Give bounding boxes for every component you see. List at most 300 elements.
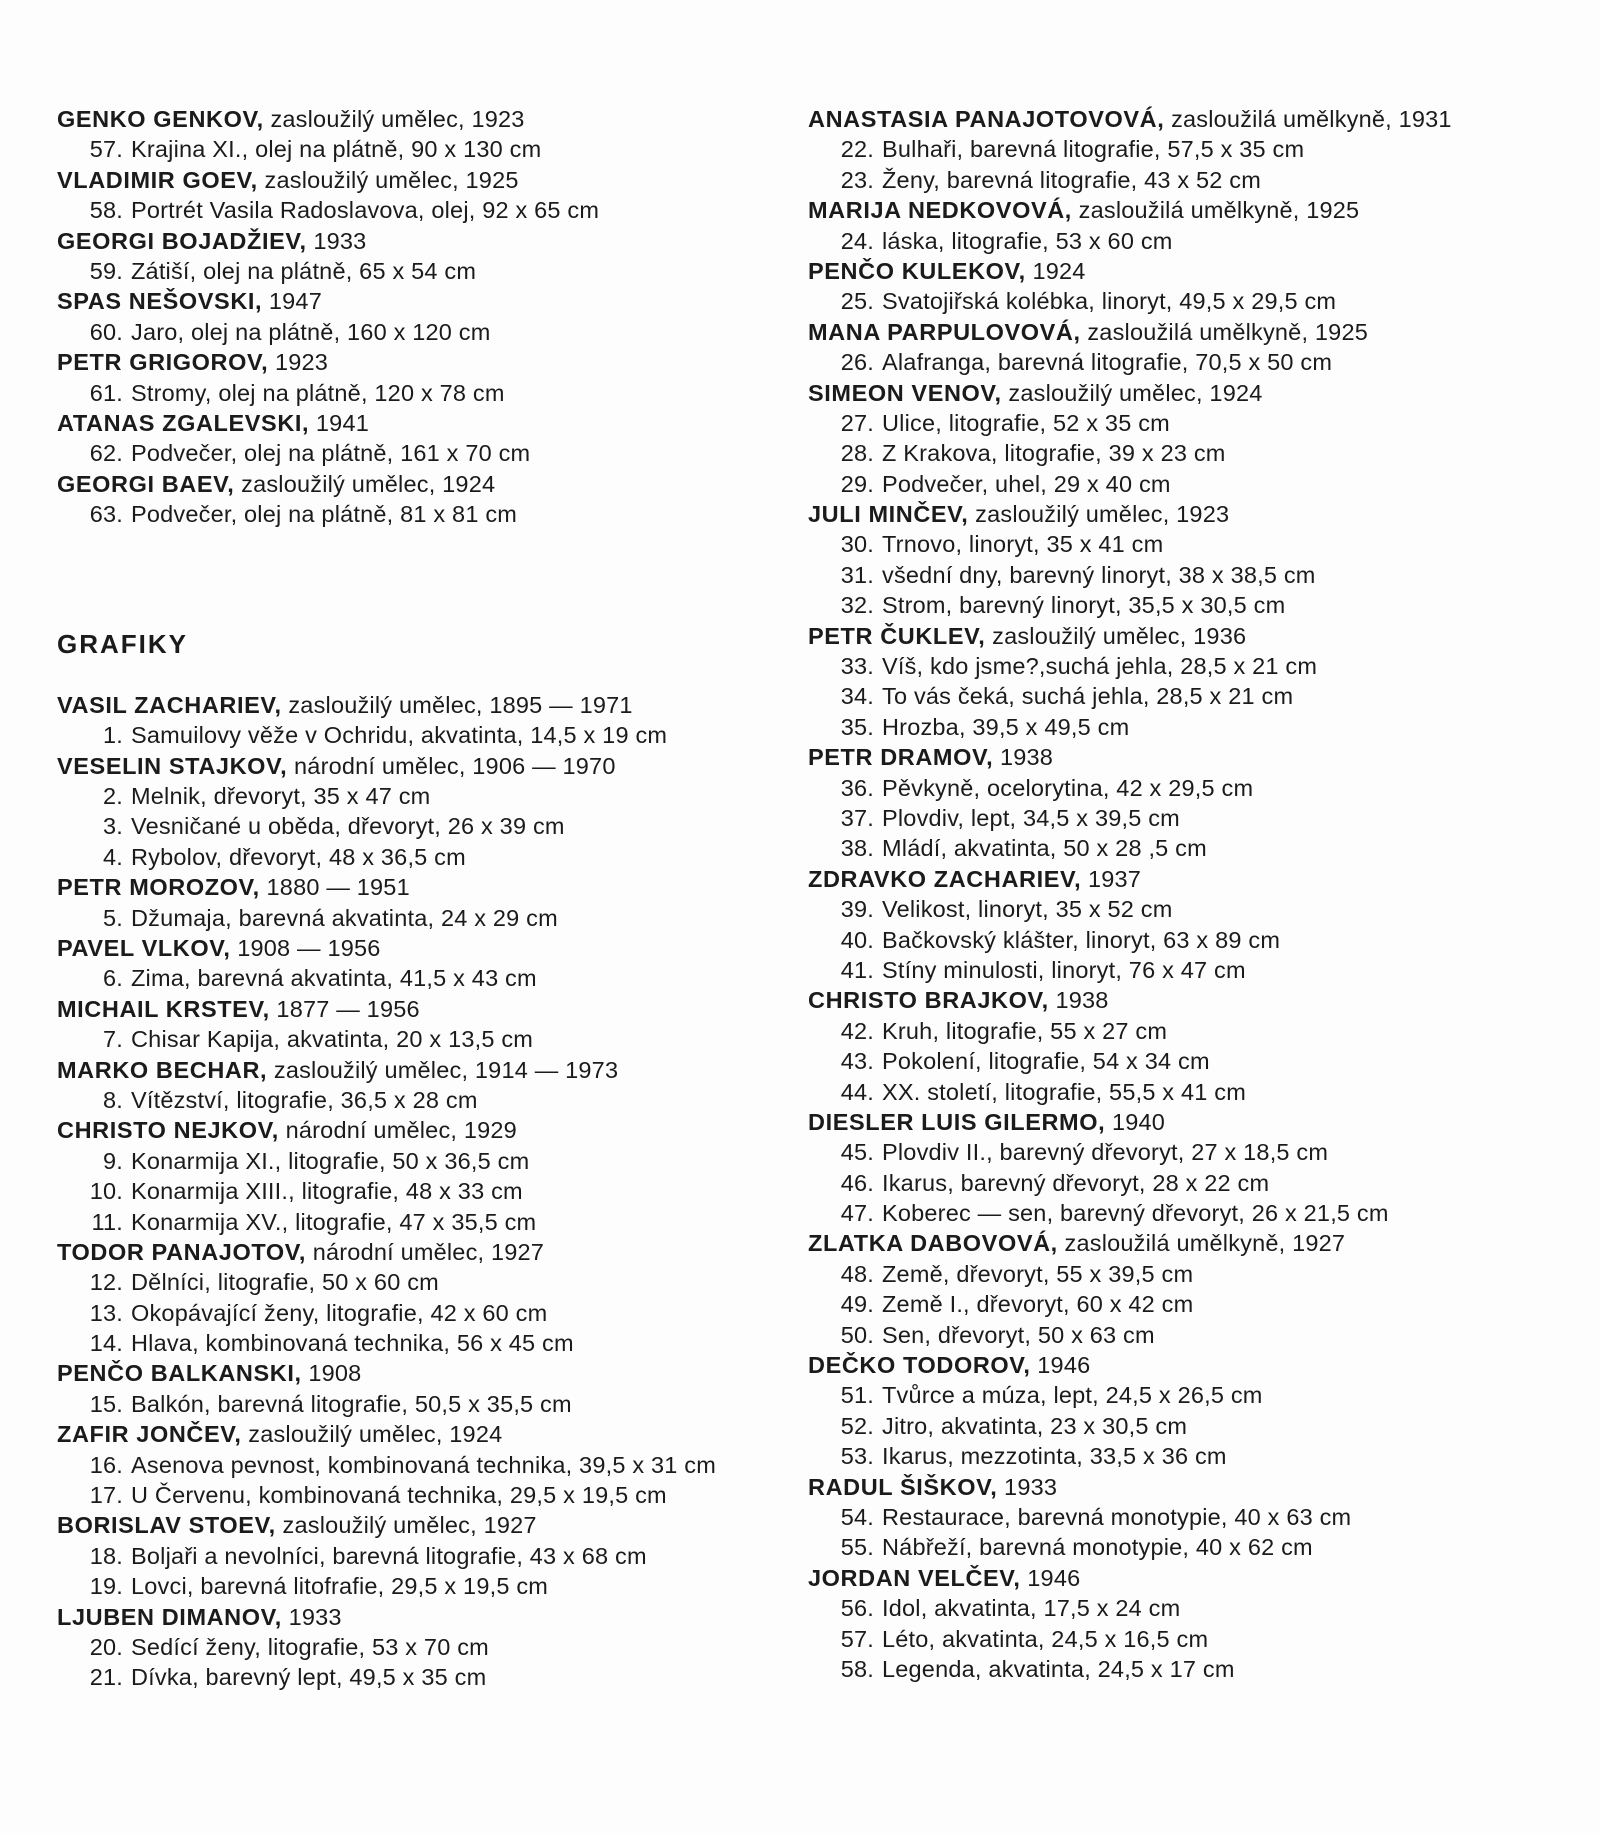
artist-name: GEORGI BAEV, [57,470,235,497]
work-number: 3. [103,813,123,840]
artist-heading [808,317,1568,347]
work-entry [57,499,777,529]
work-entry [808,1259,1568,1289]
work-number: 35. [840,713,874,740]
work-description: Ikarus, barevný dřevoryt, 28 x 22 cm [882,1169,1270,1196]
work-description: Lovci, barevná litofrafie, 29,5 x 19,5 cm [131,1573,549,1600]
artist-meta: zasloužilý umělec, 1923 [263,106,525,132]
artist-heading [57,165,777,195]
work-entry [57,1207,777,1237]
artist-heading [57,933,777,963]
artist-name: ANASTASIA PANAJOTOVOVÁ, [808,106,1165,132]
work-number: 47. [840,1200,874,1227]
artist-name: PETR MOROZOV, [57,874,260,901]
artist-meta: zasloužilá umělkyně, 1927 [1057,1230,1346,1257]
work-entry [808,1289,1568,1319]
work-entry [808,712,1568,742]
work-description: Tvůrce a múza, lept, 24,5 x 26,5 cm [882,1382,1263,1409]
work-entry [808,833,1568,863]
artist-heading [57,1055,777,1085]
work-entry [808,1016,1568,1046]
work-number: 18. [89,1542,123,1569]
section-title-grafiky: GRAFIKY [57,629,188,660]
artist-heading [808,499,1568,529]
artist-heading [808,864,1568,894]
artist-heading [57,1510,777,1540]
work-description: Hlava, kombinovaná technika, 56 x 45 cm [131,1330,574,1357]
work-entry [808,226,1568,256]
artist-name: MANA PARPULOVOVÁ, [808,318,1081,345]
work-number: 55. [840,1534,874,1561]
work-number: 28. [840,440,874,467]
work-description: Dělníci, litografie, 50 x 60 cm [131,1269,439,1296]
work-entry [808,1168,1568,1198]
work-description: Restaurace, barevná monotypie, 40 x 63 cm [882,1503,1352,1530]
artist-meta: 1938 [993,744,1054,771]
artist-meta: 1938 [1048,987,1109,1014]
work-entry [808,681,1568,711]
work-number: 46. [840,1169,874,1196]
artist-meta: 1940 [1105,1108,1166,1135]
artist-heading [808,1350,1568,1380]
work-number: 5. [103,904,123,931]
work-number: 19. [89,1573,123,1600]
work-description: Svatojiřská kolébka, linoryt, 49,5 x 29,5 cm [882,288,1337,315]
right-column [808,104,1568,1684]
work-entry [808,894,1568,924]
work-number: 61. [89,379,123,406]
work-description: To vás čeká, suchá jehla, 28,5 x 21 cm [882,683,1294,710]
artist-meta: zasloužilý umělec, 1895 — 1971 [281,691,633,718]
work-description: Samuilovy věže v Ochridu, akvatinta, 14,5 x 19 cm [131,722,668,749]
work-number: 42. [840,1017,874,1044]
work-entry [808,925,1568,955]
artist-name: GENKO GENKOV, [57,106,264,132]
work-entry [57,1541,777,1571]
work-entry [808,1441,1568,1471]
artist-meta: 1908 [301,1360,362,1387]
work-number: 41. [840,956,874,983]
work-entry [808,1624,1568,1654]
work-description: Nábřeží, barevná monotypie, 40 x 62 cm [882,1534,1313,1561]
artist-name: MICHAIL KRSTEV, [57,995,270,1022]
artist-heading [57,286,777,316]
work-description: Alafranga, barevná litografie, 70,5 x 50 cm [882,349,1333,376]
artist-heading [57,104,777,134]
work-number: 17. [89,1482,123,1509]
work-number: 16. [89,1451,123,1478]
work-description: Krajina XI., olej na plátně, 90 x 130 cm [131,136,542,163]
artist-heading [57,1602,777,1632]
work-entry [808,773,1568,803]
work-number: 10. [89,1178,123,1205]
artist-meta: 1947 [262,288,322,315]
left-column [57,104,777,1693]
section-spacer [57,529,777,629]
work-number: 58. [840,1655,874,1682]
work-number: 37. [840,804,874,831]
artist-heading [808,104,1568,134]
work-number: 4. [103,843,123,870]
work-description: Konarmija XV., litografie, 47 x 35,5 cm [131,1208,537,1235]
work-number: 62. [89,440,123,467]
work-description: Jaro, olej na plátně, 160 x 120 cm [131,318,491,345]
work-entry [808,1046,1568,1076]
work-description: Z Krakova, litografie, 39 x 23 cm [882,440,1226,467]
artist-heading [808,1228,1568,1258]
work-entry [57,378,777,408]
work-entry [57,438,777,468]
artist-name: MARKO BECHAR, [57,1056,268,1083]
artist-name: TODOR PANAJOTOV, [57,1238,307,1265]
work-description: Chisar Kapija, akvatinta, 20 x 13,5 cm [131,1026,534,1053]
work-number: 6. [103,965,123,992]
artist-heading [808,1472,1568,1502]
artist-meta: 1933 [997,1473,1058,1500]
artist-name: CHRISTO NEJKOV, [57,1117,279,1144]
artist-meta: 1933 [281,1603,342,1630]
work-description: Strom, barevný linoryt, 35,5 x 30,5 cm [882,592,1286,619]
artist-meta: zasloužilý umělec, 1924 [234,470,496,497]
artist-meta: 1924 [1025,257,1086,284]
artist-meta: národní umělec, 1929 [278,1117,517,1144]
artist-name: DEČKO TODOROV, [808,1352,1031,1379]
work-description: Boljaři a nevolníci, barevná litografie, 43 x 68 cm [131,1542,647,1569]
work-number: 23. [840,166,874,193]
work-number: 14. [89,1330,123,1357]
artist-meta: zasloužilý umělec, 1914 — 1973 [267,1056,619,1083]
work-number: 13. [89,1299,123,1326]
work-entry [808,1320,1568,1350]
work-entry [57,1176,777,1206]
work-entry [808,560,1568,590]
work-description: Hrozba, 39,5 x 49,5 cm [882,713,1130,740]
artist-name: PENČO BALKANSKI, [57,1360,302,1387]
artist-heading [808,1107,1568,1137]
artist-name: RADUL ŠIŠKOV, [808,1473,998,1500]
work-entry [57,256,777,286]
work-number: 54. [840,1503,874,1530]
work-description: Jitro, akvatinta, 23 x 30,5 cm [882,1412,1188,1439]
artist-name: DIESLER LUIS GILERMO, [808,1108,1106,1135]
work-entry [57,1389,777,1419]
artist-meta: 1923 [268,349,329,376]
work-number: 39. [840,896,874,923]
work-description: Plovdiv II., barevný dřevoryt, 27 x 18,5 cm [882,1139,1329,1166]
artist-meta: zasloužilý umělec, 1923 [968,501,1230,528]
work-description: Země I., dřevoryt, 60 x 42 cm [882,1291,1194,1318]
work-description: XX. století, litografie, 55,5 x 41 cm [882,1078,1246,1105]
work-number: 58. [89,197,123,224]
artist-heading [808,742,1568,772]
artist-heading [57,1358,777,1388]
work-entry [57,195,777,225]
work-description: Pokolení, litografie, 54 x 34 cm [882,1048,1210,1075]
work-entry [57,1571,777,1601]
work-description: Trnovo, linoryt, 35 x 41 cm [882,531,1164,558]
work-entry [57,842,777,872]
work-number: 32. [840,592,874,619]
work-number: 8. [103,1086,123,1113]
work-entry [57,720,777,750]
work-number: 44. [840,1078,874,1105]
work-description: Vesničané u oběda, dřevoryt, 26 x 39 cm [131,813,565,840]
artist-meta: 1941 [309,409,369,436]
work-number: 30. [840,531,874,558]
work-number: 26. [840,349,874,376]
artist-meta: národní umělec, 1906 — 1970 [287,752,616,779]
artist-name: SIMEON VENOV, [808,379,1002,406]
work-number: 15. [89,1390,123,1417]
work-number: 57. [89,136,123,163]
work-description: Ulice, litografie, 52 x 35 cm [882,409,1170,436]
work-description: Zátiší, olej na plátně, 65 x 54 cm [131,257,477,284]
work-entry [808,955,1568,985]
artist-heading [57,872,777,902]
work-description: Idol, akvatinta, 17,5 x 24 cm [882,1595,1181,1622]
artist-name: MARIJA NEDKOVOVÁ, [808,197,1072,224]
work-description: Rybolov, dřevoryt, 48 x 36,5 cm [131,843,466,870]
work-entry [57,1146,777,1176]
artist-name: GEORGI BOJADŽIEV, [57,227,307,254]
work-number: 25. [840,288,874,315]
work-number: 21. [89,1664,123,1691]
work-entry [808,1502,1568,1532]
artist-meta: zasloužilý umělec, 1925 [257,166,519,193]
work-number: 59. [89,257,123,284]
work-entry [57,963,777,993]
work-number: 27. [840,409,874,436]
artist-heading [57,994,777,1024]
work-number: 45. [840,1139,874,1166]
work-entry [57,1450,777,1480]
work-entry [57,1024,777,1054]
work-description: Okopávající ženy, litografie, 42 x 60 cm [131,1299,548,1326]
artist-name: VLADIMIR GOEV, [57,166,258,193]
work-description: Melnik, dřevoryt, 35 x 47 cm [131,783,431,810]
work-description: Velikost, linoryt, 35 x 52 cm [882,896,1173,923]
work-number: 52. [840,1412,874,1439]
work-number: 9. [103,1147,123,1174]
work-entry [808,438,1568,468]
work-entry [808,803,1568,833]
work-number: 22. [840,136,874,163]
work-description: Legenda, akvatinta, 24,5 x 17 cm [882,1655,1235,1682]
work-description: Kruh, litografie, 55 x 27 cm [882,1017,1168,1044]
work-description: Podvečer, olej na plátně, 81 x 81 cm [131,501,518,528]
work-description: Konarmija XI., litografie, 50 x 36,5 cm [131,1147,530,1174]
work-entry [808,165,1568,195]
work-number: 1. [103,722,123,749]
work-description: Mládí, akvatinta, 50 x 28 ,5 cm [882,835,1207,862]
work-number: 33. [840,653,874,680]
work-entry [57,1085,777,1115]
artist-name: PETR DRAMOV, [808,744,994,771]
work-number: 29. [840,470,874,497]
work-description: Pěvkyně, ocelorytina, 42 x 29,5 cm [882,774,1254,801]
work-entry [57,317,777,347]
work-number: 34. [840,683,874,710]
work-number: 57. [840,1625,874,1652]
work-description: Plovdiv, lept, 34,5 x 39,5 cm [882,804,1180,831]
work-number: 48. [840,1260,874,1287]
artist-meta: 1908 — 1956 [230,934,381,961]
work-description: Sedící ženy, litografie, 53 x 70 cm [131,1633,489,1660]
work-description: všední dny, barevný linoryt, 38 x 38,5 cm [882,561,1316,588]
work-number: 11. [91,1208,123,1235]
work-entry [808,651,1568,681]
work-description: Koberec — sen, barevný dřevoryt, 26 x 21,5 cm [882,1200,1389,1227]
artist-meta: zasloužilý umělec, 1936 [985,622,1247,649]
work-entry [57,1632,777,1662]
work-number: 43. [840,1048,874,1075]
work-description: Džumaja, barevná akvatinta, 24 x 29 cm [131,904,558,931]
work-entry [57,1480,777,1510]
artist-heading [57,1237,777,1267]
work-entry [57,1298,777,1328]
work-number: 24. [840,227,874,254]
work-number: 7. [103,1026,123,1053]
artist-meta: zasloužilá umělkyně, 1931 [1164,106,1452,132]
work-number: 20. [89,1633,123,1660]
work-entry [57,1267,777,1297]
work-entry [808,1077,1568,1107]
artist-name: SPAS NEŠOVSKI, [57,288,263,315]
artist-meta: 1877 — 1956 [269,995,420,1022]
work-number: 53. [840,1443,874,1470]
paintings-list [57,104,777,529]
work-number: 31. [840,561,874,588]
artist-meta: národní umělec, 1927 [306,1238,545,1265]
work-number: 51. [840,1382,874,1409]
artist-meta: zasloužilý umělec, 1924 [1001,379,1263,406]
work-description: Sen, dřevoryt, 50 x 63 cm [882,1321,1155,1348]
artist-name: VESELIN STAJKOV, [57,752,288,779]
work-entry [57,781,777,811]
work-description: Ikarus, mezzotinta, 33,5 x 36 cm [882,1443,1227,1470]
artist-heading [808,378,1568,408]
work-entry [808,134,1568,164]
work-description: Stíny minulosti, linoryt, 76 x 47 cm [882,956,1246,983]
work-entry [57,811,777,841]
work-entry [808,1593,1568,1623]
grafiky-list-left [57,690,777,1693]
work-number: 50. [840,1321,874,1348]
work-entry [808,1654,1568,1684]
work-description: U Červenu, kombinovaná technika, 29,5 x 19,5 cm [131,1482,667,1509]
artist-name: BORISLAV STOEV, [57,1512,276,1539]
work-entry [808,1411,1568,1441]
work-entry [808,1198,1568,1228]
work-number: 36. [840,774,874,801]
work-number: 12. [89,1269,123,1296]
artist-name: PETR GRIGOROV, [57,349,269,376]
work-description: Léto, akvatinta, 24,5 x 16,5 cm [882,1625,1209,1652]
work-description: Zima, barevná akvatinta, 41,5 x 43 cm [131,965,537,992]
work-entry [57,1328,777,1358]
artist-meta: zasloužilý umělec, 1924 [241,1421,503,1448]
artist-name: VASIL ZACHARIEV, [57,691,282,718]
work-entry [808,1380,1568,1410]
work-description: Konarmija XIII., litografie, 48 x 33 cm [131,1178,523,1205]
artist-meta: zasloužilá umělkyně, 1925 [1071,197,1360,224]
artist-heading [57,751,777,781]
artist-name: CHRISTO BRAJKOV, [808,987,1049,1014]
work-description: Bulhaři, barevná litografie, 57,5 x 35 cm [882,136,1305,163]
work-number: 63. [89,501,123,528]
artist-name: JULI MINČEV, [808,501,969,528]
work-description: Balkón, barevná litografie, 50,5 x 35,5 cm [131,1390,572,1417]
work-entry [57,134,777,164]
work-number: 56. [840,1595,874,1622]
work-description: Stromy, olej na plátně, 120 x 78 cm [131,379,505,406]
grafiky-list-right [808,104,1568,1684]
artist-heading [57,226,777,256]
artist-heading [57,469,777,499]
artist-heading [808,1563,1568,1593]
artist-name: ZDRAVKO ZACHARIEV, [808,865,1082,892]
work-entry [808,347,1568,377]
artist-meta: 1937 [1081,865,1142,892]
artist-meta: 1946 [1020,1564,1081,1591]
work-description: Portrét Vasila Radoslavova, olej, 92 x 65 cm [131,197,600,224]
work-number: 40. [840,926,874,953]
work-entry [808,408,1568,438]
work-number: 38. [840,835,874,862]
artist-heading [57,1419,777,1449]
artist-heading [808,985,1568,1015]
work-entry [808,1532,1568,1562]
work-entry [808,286,1568,316]
artist-name: ATANAS ZGALEVSKI, [57,409,310,436]
artist-name: PETR ČUKLEV, [808,622,986,649]
work-entry [808,529,1568,559]
work-entry [808,590,1568,620]
work-description: láska, litografie, 53 x 60 cm [882,227,1173,254]
artist-meta: 1880 — 1951 [259,874,410,901]
artist-name: ZAFIR JONČEV, [57,1421,242,1448]
artist-heading [808,621,1568,651]
artist-heading [57,347,777,377]
work-description: Ženy, barevná litografie, 43 x 52 cm [882,166,1262,193]
artist-name: JORDAN VELČEV, [808,1564,1021,1591]
artist-heading [57,1115,777,1145]
work-description: Podvečer, olej na plátně, 161 x 70 cm [131,440,531,467]
artist-name: PAVEL VLKOV, [57,934,231,961]
work-description: Bačkovský klášter, linoryt, 63 x 89 cm [882,926,1281,953]
artist-meta: 1933 [306,227,367,254]
work-description: Dívka, barevný lept, 49,5 x 35 cm [131,1664,487,1691]
artist-name: PENČO KULEKOV, [808,257,1026,284]
work-entry [57,903,777,933]
artist-heading [808,256,1568,286]
artist-name: LJUBEN DIMANOV, [57,1603,282,1630]
work-description: Asenova pevnost, kombinovaná technika, 39,5 x 31 cm [131,1451,716,1478]
artist-name: ZLATKA DABOVOVÁ, [808,1230,1058,1257]
work-description: Vítězství, litografie, 36,5 x 28 cm [131,1086,478,1113]
work-entry [808,469,1568,499]
work-number: 49. [840,1291,874,1318]
artist-heading [808,195,1568,225]
artist-meta: zasloužilá umělkyně, 1925 [1080,318,1368,345]
work-number: 2. [103,783,123,810]
work-number: 60. [89,318,123,345]
artist-meta: zasloužilý umělec, 1927 [275,1512,537,1539]
work-description: Víš, kdo jsme?,suchá jehla, 28,5 x 21 cm [882,653,1318,680]
artist-meta: 1946 [1030,1352,1091,1379]
work-description: Země, dřevoryt, 55 x 39,5 cm [882,1260,1194,1287]
work-entry [57,1662,777,1692]
